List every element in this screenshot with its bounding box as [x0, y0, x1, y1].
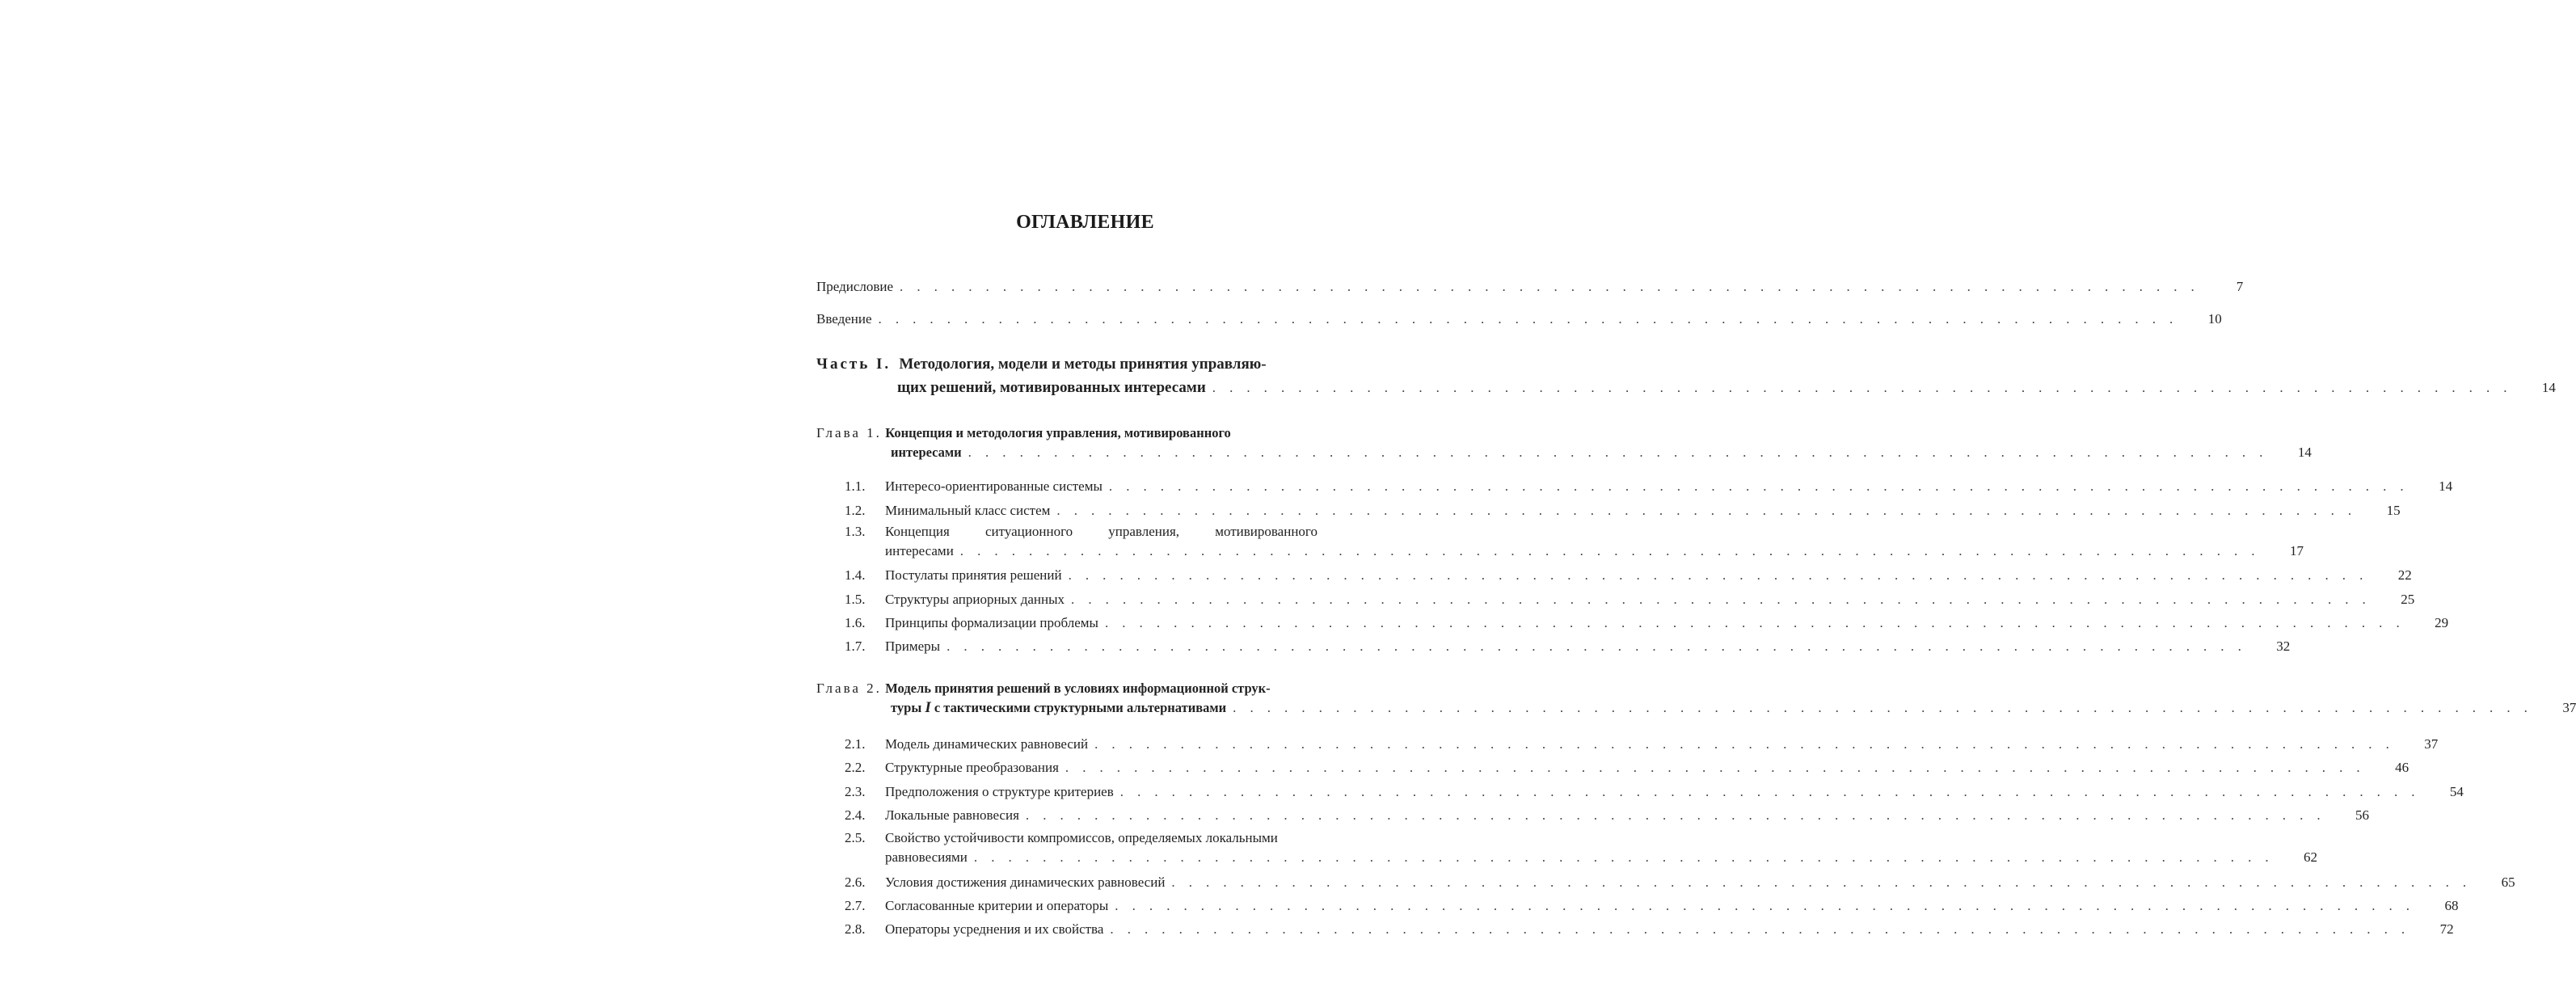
- section-title: Структуры априорных данных: [885, 592, 1065, 607]
- toc-section-2-8[interactable]: [816, 920, 2454, 939]
- toc-entry-text: Предисловие: [816, 279, 894, 294]
- page-number: 14: [2439, 478, 2453, 494]
- page-number: 37: [2562, 700, 2576, 715]
- page-number: 25: [2401, 592, 2415, 607]
- page-number: 65: [2501, 874, 2515, 890]
- toc-section-2-2[interactable]: [816, 758, 2409, 778]
- dot-leader: . . . . . . . . . . . . . . . . . . . . . . . . . . . . . . . . . . . . . . . . . . . . . . . . . . . . . . . . . . . . . . . . . . . . . . . . . . . .: [1056, 503, 2357, 518]
- dot-leader: . . . . . . . . . . . . . . . . . . . . . . . . . . . . . . . . . . . . . . . . . . . . . . . . . . . . . . . . . . . . . . . . . . . . . . . . . . . .: [1108, 478, 2409, 494]
- page-number: 68: [2444, 898, 2459, 913]
- toc-section-1-4[interactable]: [816, 566, 2412, 585]
- toc-section-2-3[interactable]: [816, 782, 2464, 802]
- toc-section-2-6[interactable]: [816, 873, 2515, 892]
- toc-entry-chapter-2[interactable]: [816, 679, 2576, 718]
- toc-entry-text: Введение: [816, 311, 872, 327]
- section-title-word: управления,: [1108, 524, 1180, 539]
- page-number: 22: [2397, 567, 2412, 583]
- section-title: Структурные преобразования: [885, 760, 1059, 775]
- page-number: 29: [2435, 615, 2449, 630]
- toc-section-2-4[interactable]: [816, 806, 2370, 825]
- dot-leader: . . . . . . . . . . . . . . . . . . . . . . . . . . . . . . . . . . . . . . . . . . . . . . . . . . . . . . . . . . . . . . . . . . . . . . . . . . . .: [1065, 760, 2366, 775]
- section-title: Примеры: [885, 638, 941, 654]
- section-number: 2.4.: [845, 807, 866, 823]
- toc-entry-chapter-1[interactable]: [816, 424, 2312, 462]
- toc-section-1-3[interactable]: [816, 522, 2304, 561]
- page-number: 62: [2304, 849, 2318, 865]
- section-number: 1.2.: [845, 503, 866, 518]
- chapter-title-line2: интересами: [891, 445, 962, 460]
- page-number: 32: [2276, 638, 2291, 654]
- chapter-label: Глава 2.: [816, 681, 882, 696]
- page-number: 15: [2386, 503, 2401, 518]
- section-title: Постулаты принятия решений: [885, 567, 1062, 583]
- toc-section-1-5[interactable]: [816, 590, 2415, 609]
- page-number: 56: [2355, 807, 2370, 823]
- part-label: Часть I.: [816, 356, 892, 373]
- section-title-word: ситуационного: [985, 524, 1073, 539]
- toc-title: ОГЛАВЛЕНИЕ: [1016, 212, 1154, 233]
- dot-leader: . . . . . . . . . . . . . . . . . . . . . . . . . . . . . . . . . . . . . . . . . . . . . . . . . . . . . . . . . . . . . . . . . . . . . . . . . . . .: [1104, 615, 2405, 630]
- section-title-word: Концепция: [885, 524, 950, 539]
- dot-leader: . . . . . . . . . . . . . . . . . . . . . . . . . . . . . . . . . . . . . . . . . . . . . . . . . . . . . . . . . . . . . . . . . . . . . . . . . . . .: [1212, 380, 2512, 395]
- page-number: 72: [2439, 921, 2454, 937]
- section-number: 2.5.: [845, 830, 866, 845]
- section-number: 2.2.: [845, 760, 866, 775]
- section-title: Локальные равновесия: [885, 807, 1019, 823]
- section-number: 1.3.: [845, 524, 866, 539]
- dot-leader: . . . . . . . . . . . . . . . . . . . . . . . . . . . . . . . . . . . . . . . . . . . . . . . . . . . . . . . . . . . . . . . . . . . . . . . . . . . .: [1094, 736, 2395, 752]
- chapter-title-line2-start: туры: [891, 700, 922, 715]
- dot-leader: . . . . . . . . . . . . . . . . . . . . . . . . . . . . . . . . . . . . . . . . . . . . . . . . . . . . . . . . . . . . . . . . . . . . . . . . . . . .: [878, 311, 2178, 327]
- chapter-title-line1: Модель принятия решений в условиях информационной струк-: [885, 681, 1271, 696]
- section-title: Операторы усреднения и их свойства: [885, 921, 1104, 937]
- section-title-line1: Свойство устойчивости компромиссов, определяемых локальными: [885, 830, 1278, 845]
- dot-leader: . . . . . . . . . . . . . . . . . . . . . . . . . . . . . . . . . . . . . . . . . . . . . . . . . . . . . . . . . . . . . . . . . . . . . . . . . . . .: [973, 849, 2275, 865]
- page-number: 7: [2236, 279, 2244, 294]
- structure-symbol: I: [925, 699, 931, 716]
- section-number: 2.6.: [845, 874, 866, 890]
- part-title-line1: Методология, модели и методы принятия управляю-: [899, 356, 1267, 373]
- dot-leader: . . . . . . . . . . . . . . . . . . . . . . . . . . . . . . . . . . . . . . . . . . . . . . . . . . . . . . . . . . . . . . . . . . . . . . . . . . . .: [1068, 567, 2368, 583]
- toc-section-1-6[interactable]: [816, 613, 2449, 633]
- dot-leader: . . . . . . . . . . . . . . . . . . . . . . . . . . . . . . . . . . . . . . . . . . . . . . . . . . . . . . . . . . . . . . . . . . . . . . . . . . . .: [959, 543, 2260, 558]
- section-number: 1.5.: [845, 592, 866, 607]
- page-number: 54: [2449, 784, 2464, 799]
- section-title: Модель динамических равновесий: [885, 736, 1089, 752]
- dot-leader: . . . . . . . . . . . . . . . . . . . . . . . . . . . . . . . . . . . . . . . . . . . . . . . . . . . . . . . . . . . . . . . . . . . . . . . . . . . .: [1119, 784, 2420, 799]
- dot-leader: . . . . . . . . . . . . . . . . . . . . . . . . . . . . . . . . . . . . . . . . . . . . . . . . . . . . . . . . . . . . . . . . . . . . . . . . . . . .: [1115, 898, 2415, 913]
- dot-leader: . . . . . . . . . . . . . . . . . . . . . . . . . . . . . . . . . . . . . . . . . . . . . . . . . . . . . . . . . . . . . . . . . . . . . . . . . . . .: [900, 279, 2200, 294]
- section-number: 1.6.: [845, 615, 866, 630]
- section-title-word: мотивированного: [1215, 524, 1318, 539]
- page-number: 46: [2395, 760, 2409, 775]
- section-number: 1.7.: [845, 638, 866, 654]
- toc-entry-preface[interactable]: [816, 277, 2244, 297]
- section-title: Предположения о структуре критериев: [885, 784, 1114, 799]
- section-title: Принципы формализации проблемы: [885, 615, 1098, 630]
- toc-section-2-7[interactable]: [816, 896, 2459, 916]
- part-title-line2: щих решений, мотивированных интересами: [897, 379, 1206, 396]
- section-title-line2: равновесиями: [885, 849, 968, 865]
- dot-leader: . . . . . . . . . . . . . . . . . . . . . . . . . . . . . . . . . . . . . . . . . . . . . . . . . . . . . . . . . . . . . . . . . . . . . . . . . . . .: [1110, 921, 2410, 937]
- chapter-title-line1: Концепция и методология управления, мотивированного: [885, 425, 1231, 440]
- section-title: Условия достижения динамических равновесий: [885, 874, 1166, 890]
- toc-section-1-7[interactable]: [816, 637, 2291, 656]
- section-title: Согласованные критерии и операторы: [885, 898, 1109, 913]
- toc-section-2-5[interactable]: [816, 828, 2318, 867]
- section-number: 1.4.: [845, 567, 866, 583]
- section-title-line2: интересами: [885, 543, 954, 558]
- dot-leader: . . . . . . . . . . . . . . . . . . . . . . . . . . . . . . . . . . . . . . . . . . . . . . . . . . . . . . . . . . . . . . . . . . . . . . . . . . . .: [1233, 700, 2533, 715]
- chapter-title-line2-end: с тактическими структурными альтернативами: [934, 700, 1227, 715]
- dot-leader: . . . . . . . . . . . . . . . . . . . . . . . . . . . . . . . . . . . . . . . . . . . . . . . . . . . . . . . . . . . . . . . . . . . . . . . . . . . .: [947, 638, 2247, 654]
- section-number: 2.3.: [845, 784, 866, 799]
- page-number: 37: [2424, 736, 2439, 752]
- dot-leader: . . . . . . . . . . . . . . . . . . . . . . . . . . . . . . . . . . . . . . . . . . . . . . . . . . . . . . . . . . . . . . . . . . . . . . . . . . . .: [1025, 807, 2326, 823]
- toc-entry-introduction[interactable]: [816, 310, 2222, 329]
- toc-section-2-1[interactable]: [816, 735, 2439, 754]
- section-title-line1: [885, 522, 1318, 542]
- page-number: 17: [2289, 543, 2304, 558]
- page-number: 10: [2207, 311, 2222, 327]
- toc-section-1-1[interactable]: [816, 477, 2453, 496]
- dot-leader: . . . . . . . . . . . . . . . . . . . . . . . . . . . . . . . . . . . . . . . . . . . . . . . . . . . . . . . . . . . . . . . . . . . . . . . . . . . .: [968, 445, 2268, 460]
- page-number: 14: [2297, 445, 2312, 460]
- section-title: Интересо-ориентированные системы: [885, 478, 1102, 494]
- dot-leader: . . . . . . . . . . . . . . . . . . . . . . . . . . . . . . . . . . . . . . . . . . . . . . . . . . . . . . . . . . . . . . . . . . . . . . . . . . . .: [1071, 592, 2372, 607]
- section-number: 2.1.: [845, 736, 866, 752]
- section-title: Минимальный класс систем: [885, 503, 1051, 518]
- section-number: 1.1.: [845, 478, 866, 494]
- section-number: 2.8.: [845, 921, 866, 937]
- section-number: 2.7.: [845, 898, 866, 913]
- toc-entry-part-1[interactable]: [816, 353, 2556, 400]
- toc-section-1-2[interactable]: [816, 501, 2401, 520]
- chapter-label: Глава 1.: [816, 425, 882, 440]
- dot-leader: . . . . . . . . . . . . . . . . . . . . . . . . . . . . . . . . . . . . . . . . . . . . . . . . . . . . . . . . . . . . . . . . . . . . . . . . . . . .: [1171, 874, 2472, 890]
- page-number: 14: [2541, 380, 2556, 395]
